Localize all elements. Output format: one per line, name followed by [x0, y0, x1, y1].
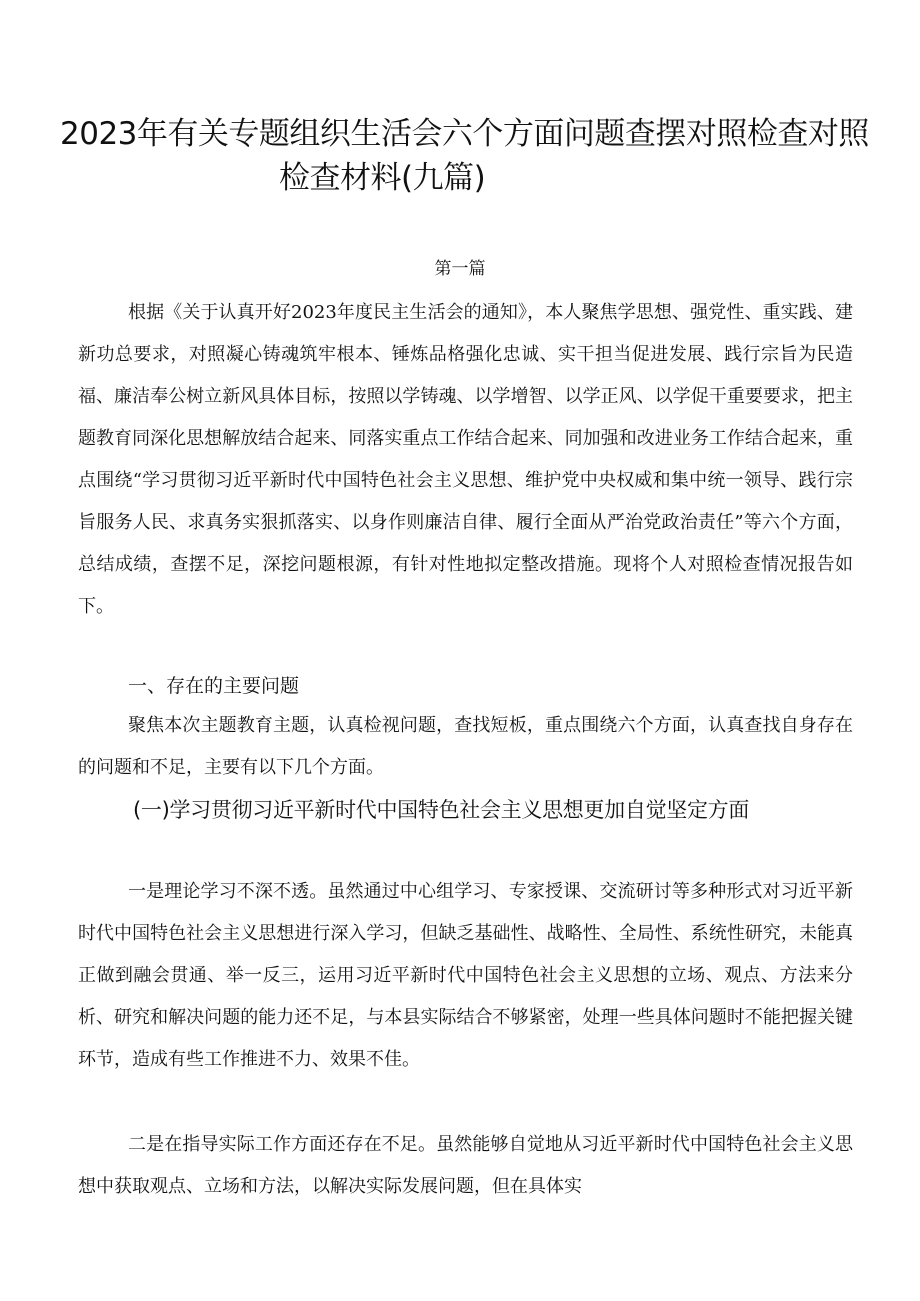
paragraph-intro: 根据《关于认真开好2023年度民主生活会的通知》，本人聚焦学思想、强党性、重实践、建新功总要求，对照凝心铸魂筑牢根本、锤炼品格强化忠诚、实干担当促进发展、践行宗旨为民造福、廉洁奉公树立新风具体目标，按照以学铸魂、以学增智、以学正风、以学促干重要要求，把主题教育同深化思想解放结合起来、同落实重点工作结合起来、同加强和改进业务工作结合起来，重点围绕“学习贯彻习近平新时代中国特色社会主义思想、维护党中央权威和集中统一领导、践行宗旨服务人民、求真务实狠抓落实、以身作则廉洁自律、履行全面从严治党政治责任”等六个方面，总结成绩，查摆不足，深挖问题根源，有针对性地拟定整改措施。现将个人对照检查情况报告如下。 — [78, 302, 853, 617]
heading-main-problems: 一、存在的主要问题 — [128, 675, 300, 697]
document-title — [60, 112, 869, 200]
heading-subsection-1: (一)学习贯彻习近平新时代中国特色社会主义思想更加自觉坚定方面 — [133, 798, 750, 822]
title-line-2: 检查材料(九篇) — [279, 160, 486, 196]
paragraph-focus: 聚焦本次主题教育主题，认真检视问题，查找短板，重点围绕六个方面，认真查找自身存在的问题和不足，主要有以下几个方面。 — [78, 715, 853, 778]
title-line-1: 2023年有关专题组织生活会六个方面问题查摆对照检查对照 — [60, 116, 869, 152]
paragraph-point-1: 一是理论学习不深不透。虽然通过中心组学习、专家授课、交流研讨等多种形式对习近平新时代中国特色社会主义思想进行深入学习，但缺乏基础性、战略性、全局性、系统性研究，未能真正做到融会贯通、举一反三，运用习近平新时代中国特色社会主义思想的立场、观点、方法来分析、研究和解决问题的能力还不足，与本县实际结合不够紧密，处理一些具体问题时不能把握关键环节，造成有些工作推进不力、效果不佳。 — [78, 881, 853, 1070]
paragraph-point-2: 二是在指导实际工作方面还存在不足。虽然能够自觉地从习近平新时代中国特色社会主义思想中获取观点、立场和方法，以解决实际发展问题，但在具体实 — [78, 1134, 853, 1197]
section-label: 第一篇 — [434, 259, 486, 279]
